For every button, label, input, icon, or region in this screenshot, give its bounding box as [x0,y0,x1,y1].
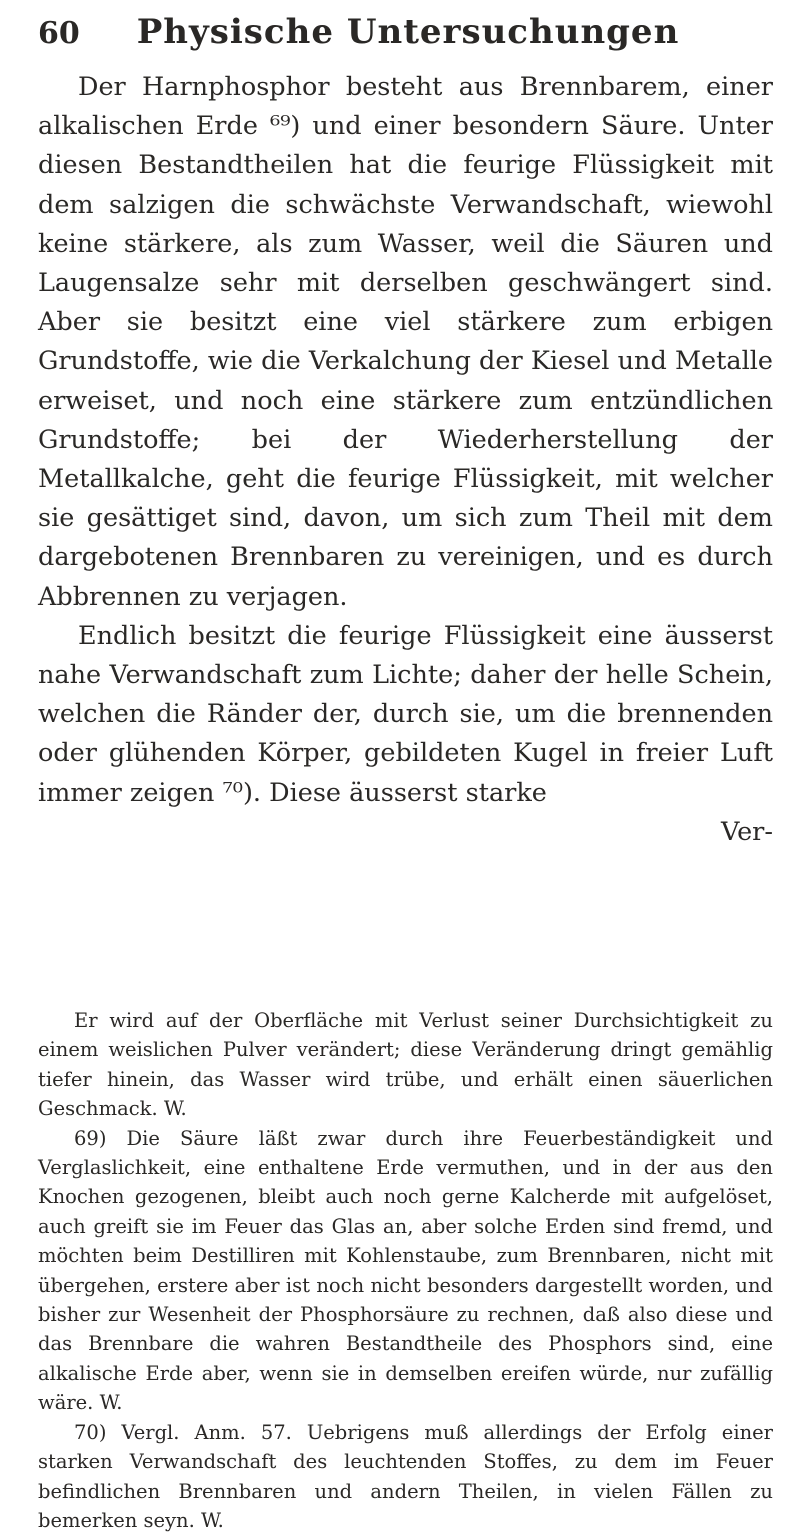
footnote-69-text: 69) Die Säure läßt zwar durch ihre Feuerbeständigkeit und Verglaslichkeit, eine enthaltene Erde vermuthen, und in der aus den Knochen gezogenen, bleibt auch noch gerne Kalcherde mit aufgelöset, auch greift sie im Feuer das Glas an, aber solche Erden sind fremd, und möchten beim Destilliren mit Kohlenstaube, zum Brennbaren, nicht mit übergehen, erstere aber ist noch nicht besonders dargestellt worden, und bisher zur Wesenheit der Phosphorsäure zu rechnen, daß also diese und das Brennbare die wahren Bestandtheile des Phosphors sind, eine alkalische Erde aber, wenn sie in demselben ereifen würde, nur zufällig wäre. [38,1126,773,1415]
footnote-signature: W. [99,1391,123,1415]
paragraph-harnphosphor: Der Harnphosphor besteht aus Brennbarem, einer alkalischen Erde ⁶⁹) und einer besondern Säure. Unter diesen Bestandtheilen hat die feurige Flüssigkeit mit dem salzigen die schwächste Verwandschaft, wiewohl keine stärkere, als zum Wasser, weil die Säuren und Laugensalze sehr mit derselben geschwängert sind. Aber sie besitzt eine viel stärkere zum erbigen Grundstoffe, wie die Verkalchung der Kiesel und Metalle erweiset, und noch eine stärkere zum entzündlichen Grundstoffe; bei der Wiederherstellung der Metallkalche, geht die feurige Flüssigkeit, mit welcher sie gesättiget sind, davon, um sich zum Theil mit dem dargebotenen Brennbaren zu vereinigen, und es durch Abbrennen zu verjagen. [38,72,773,612]
page-number: 60 [38,16,80,51]
running-head: Physische Untersuchungen [136,12,680,52]
paragraph-verwandschaft-licht: Endlich besitzt die feurige Flüssigkeit eine äusserst nahe Verwandschaft zum Lichte; daher der helle Schein, welchen die Ränder der, durch sie, um die brennenden oder glühenden Körper, gebildeten Kugel in freier Luft immer zeigen ⁷⁰). Diese äusserst starke [38,620,773,808]
main-text [38,68,773,852]
footnote-69 [38,1124,773,1418]
footnote-continued-text: Er wird auf der Oberfläche mit Verlust seiner Durchsichtigkeit zu einem weislichen Pulver verändert; diese Veränderung dringt gemählig tiefer hinein, das Wasser wird trübe, und erhält einen säuerlichen Geschmack. [38,1009,773,1121]
page-header [38,12,778,58]
footnote-signature: W. [201,1508,224,1532]
footnote-70 [38,1418,773,1535]
footnote-70-text: 70) Vergl. Anm. 57. Uebrigens muß allerdings der Erfolg einer starken Verwandschaft des leuchtenden Stoffes, zu dem im Feuer befindlichen Brennbaren und andern Theilen, in vielen Fällen zu bemerken seyn. [38,1420,773,1532]
footnotes [38,1006,773,1535]
footnote-continued [38,1006,773,1124]
footnote-signature: W. [163,1097,187,1121]
catchword: Ver- [721,816,773,847]
